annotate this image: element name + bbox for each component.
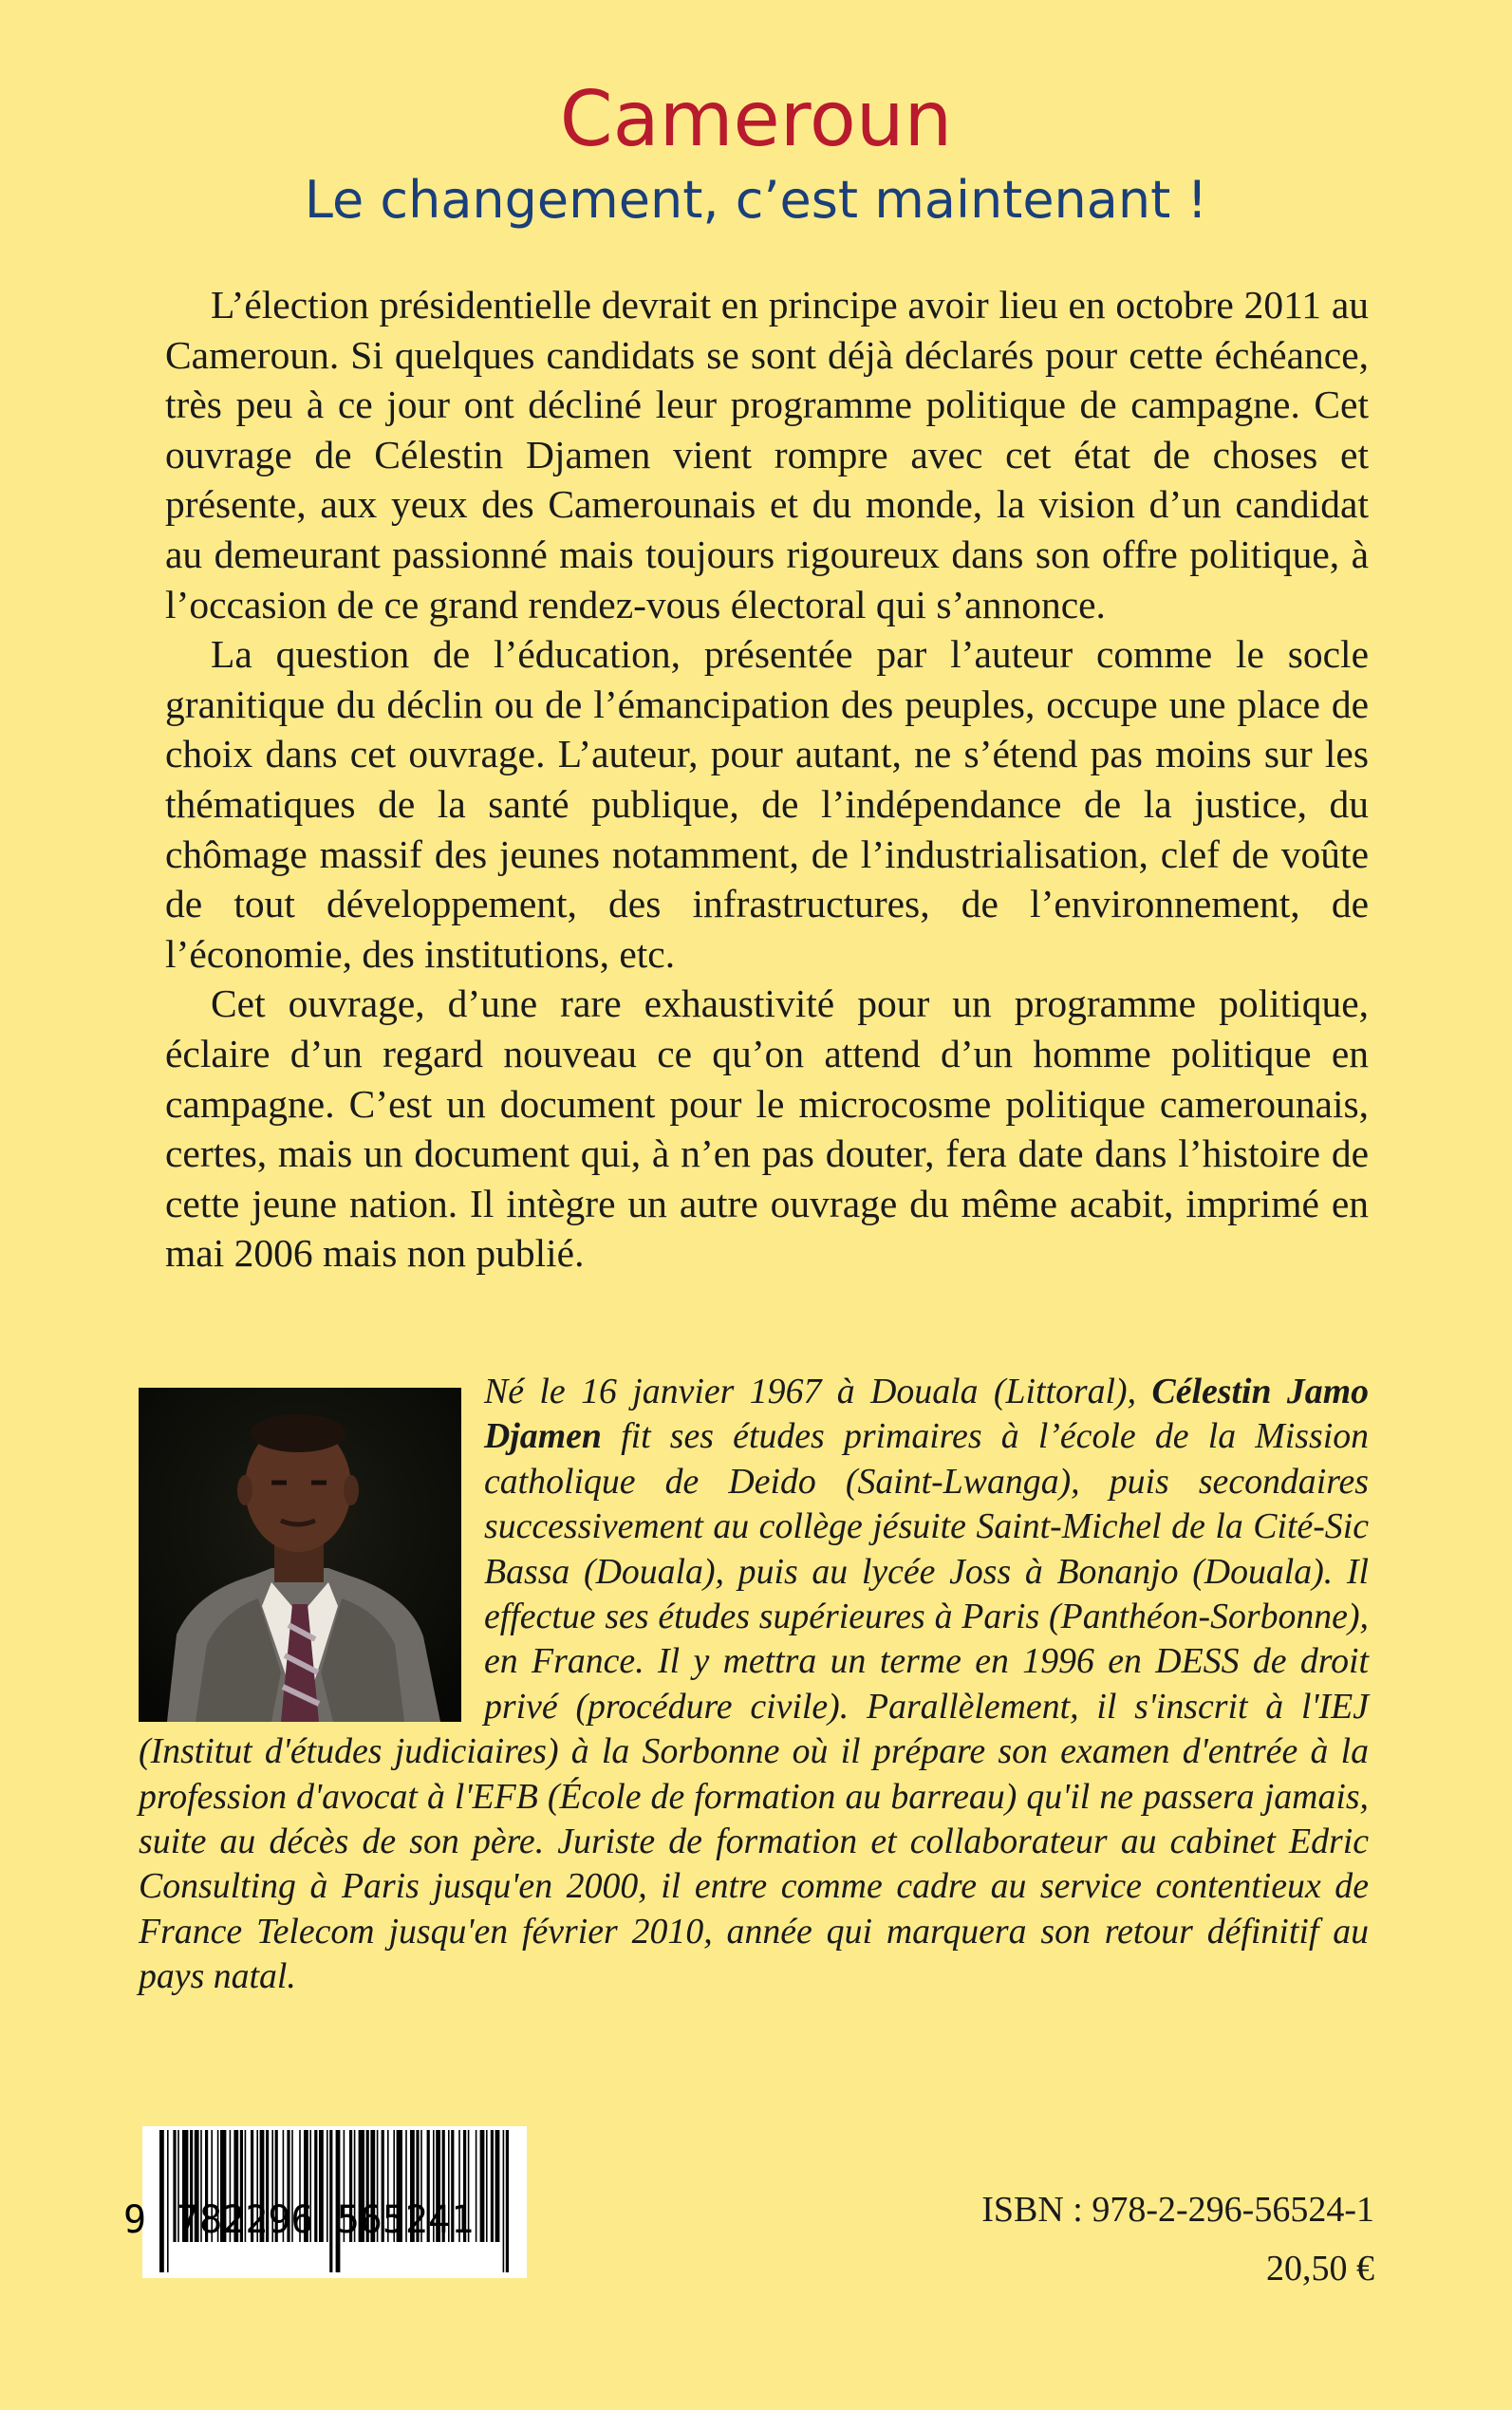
author-name: Célestin Jamo Djamen	[484, 1372, 1369, 1457]
isbn: ISBN : 978-2-296-56524-1	[981, 2190, 1374, 2230]
bio-body: fit ses études primaires à l’école de la Mission catholique de Deido (Saint-Lwanga), puis secondaires successivement au collège jésuite Saint-Michel de la Cité-Sic Bassa (Douala), puis au lycée Joss à Bonanjo (Douala). Il effectue ses études supérieures à Paris (Panthéon-Sorbonne), en France. Il y mettra un terme en 1996 en DESS de droit privé (procédure civile). Parallèlement, il s'inscrit à l'IEJ (Institut d'études judiciaires) à la Sorbonne où il prépare son examen d'entrée à la profession d'avocat à l'EFB (École de formation au barreau) qu'il ne passera jamais, suite au décès de son père. Juriste de formation et collaborateur au cabinet Edric Consulting à Paris jusqu'en 2000, il entre comme cadre au service contentieux de France Telecom jusqu'en février 2010, année qui marquera son retour définitif au pays natal.	[139, 1416, 1369, 1997]
book-title: Cameroun	[559, 75, 953, 163]
blurb-paragraph-3: Cet ouvrage, d’une rare exhaustivité pour un programme politique, éclaire d’un regard nouveau ce qu’on attend d’un homme politique en campagne. C’est un document pour le microcosme politique camerounais, certes, mais un document qui, à n’en pas douter, fera date dans l’histoire de cette jeune nation. Il intègre un autre ouvrage du même acabit, imprimé en mai 2006 mais non publié.	[165, 981, 1369, 1276]
book-subtitle: Le changement, c’est maintenant !	[304, 170, 1208, 230]
blurb-paragraph-2: La question de l’éducation, présentée par l’auteur comme le socle granitique du déclin ou de l’émancipation des peuples, occupe une place de choix dans cet ouvrage. L’auteur, pour autant, ne s’étend pas moins sur les thématiques de la santé publique, de l’indépendance de la justice, du chômage massif des jeunes notamment, de l’industrialisation, clef de voûte de tout développement, des infrastructures, de l’environnement, de l’économie, des institutions, etc.	[165, 632, 1369, 976]
barcode-group-2: 565241	[336, 2198, 475, 2242]
price: 20,50 €	[1266, 2249, 1374, 2289]
blurb	[165, 280, 1369, 1279]
barcode-digits	[123, 2196, 551, 2244]
blurb-paragraph-1: L’élection présidentielle devrait en principe avoir lieu en octobre 2011 au Cameroun. Si quelques candidats se sont déjà déclarés pour cette échéance, très peu à ce jour ont décliné leur programme politique de campagne. Cet ouvrage de Célestin Djamen vient rompre avec cet état de choses et présente, aux yeux des Camerounais et du monde, la vision d’un candidat au demeurant passionné mais toujours rigoureux dans son offre politique, à l’occasion de ce grand rendez-vous électoral qui s’annonce.	[165, 283, 1369, 626]
author-photo	[139, 1388, 461, 1722]
barcode-group-1: 782296	[177, 2198, 314, 2242]
barcode-first-digit: 9	[123, 2198, 147, 2242]
bio-intro: Né le 16 janvier 1967 à Douala (Littoral),	[484, 1372, 1152, 1411]
author-bio	[139, 1370, 1369, 2000]
